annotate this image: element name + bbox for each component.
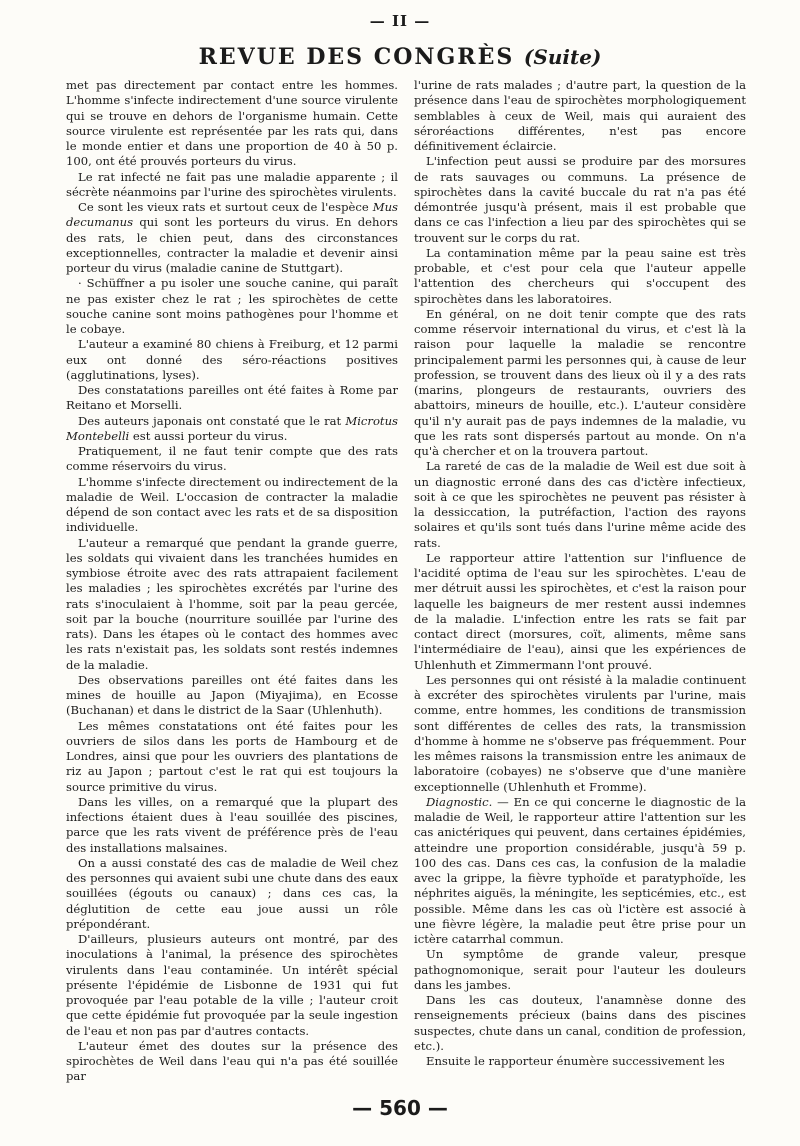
paragraph: Un symptôme de grande valeur, presque pathognomonique, serait pour l'auteur les douleurs dans les jambes. [414, 947, 746, 992]
paragraph: D'ailleurs, plusieurs auteurs ont montré, par des inoculations à l'animal, la présence des spirochètes virulents dans l'eau contaminée. Un intérêt spécial présente l'épidémie de Lisbonne de 1931 qui fut provoquée par l'eau potable de la ville ; l'auteur croit que cette épidémie fut provoquée par la seule ingestion de l'eau et non pas par d'autres contacts. [66, 932, 398, 1038]
paragraph: · Schüffner a pu isoler une souche canine, qui paraît ne pas exister chez le rat ; les spirochètes de cette souche canine sont moins pathogènes pour l'homme et le cobaye. [66, 276, 398, 336]
paragraph: Des observations pareilles ont été faites dans les mines de houille au Japon (Miyajima), en Ecosse (Buchanan) et dans le district de la Saar (Uhlenhuth). [66, 672, 398, 718]
left-column [66, 78, 398, 1088]
paragraph: Des constatations pareilles ont été faites à Rome par Reitano et Morselli. [66, 383, 398, 413]
paragraph-text: est aussi porteur du virus. [129, 428, 288, 443]
species-name: Microtus Montebelli [66, 413, 398, 443]
paragraph-text: Ce sont les vieux rats et surtout ceux de l'espèce [78, 200, 373, 214]
paragraph: l'urine de rats malades ; d'autre part, la question de la présence dans l'eau de spirochètes morphologiquement semblables à ceux de Weil, mais qui auraient des séroréactions différentes, n'est pas encore définitivement éclaircie. [414, 78, 746, 153]
paragraph-text: Des auteurs japonais ont constaté que le rat [78, 413, 346, 428]
paragraph-text: — En ce qui concerne le diagnostic de la maladie de Weil, le rapporteur attire l'attention sur les cas anictériques qui peuvent, dans certaines épidémies, atteindre une proportion considérable, jusqu'à 59 p. 100 des cas. Dans ces cas, la confusion de la maladie avec la grippe, la fièvre typhoïde et paratyphoïde, les néphrites aiguës, la méningite, les septicémies, etc., est possible. Même dans les cas où l'ictère est associé à une fièvre légère, la maladie peut être prise pour un ictère catarrhal commun. [414, 794, 746, 946]
paragraph: La contamination même par la peau saine est très probable, et c'est pour cela que l'auteur appelle l'attention des chercheurs qui s'occupent des spirochètes dans les laboratoires. [414, 245, 746, 306]
species-name: Mus decumanus [66, 200, 398, 230]
paragraph: Les mêmes constatations ont été faites pour les ouvriers de silos dans les ports de Hambourg et de Londres, ainsi que pour les ouvriers des plantations de riz au Japon ; partout c'est le rat qui est toujours la source primitive du virus. [66, 718, 398, 794]
page-number-roman: — II — [369, 12, 431, 30]
paragraph: Ensuite le rapporteur énumère successivement les [426, 1054, 725, 1068]
paragraph: Le rat infecté ne fait pas une maladie apparente ; il sécrète néanmoins par l'urine des spirochètes virulents. [66, 169, 398, 199]
paragraph-text: qui sont les porteurs du virus. En dehors des rats, le chien peut, dans des circonstances exceptionnelles, contracter la maladie et devenir ainsi porteur du virus (maladie canine de Stuttgart). [66, 215, 398, 275]
section-heading-diagnostic: Diagnostic. [426, 794, 493, 809]
paragraph: L'infection peut aussi se produire par des morsures de rats sauvages ou communs. La présence de spirochètes dans la cavité buccale du rat n'a pas été démontrée jusqu'à présent, mais il est probable que dans ce cas l'infection a lieu par des spirochètes qui se trouvent sur le corps du rat. [414, 154, 746, 245]
paragraph: Le rapporteur attire l'attention sur l'influence de l'acidité optima de l'eau sur les spirochètes. L'eau de mer détruit aussi les spirochètes, et c'est la raison pour laquelle les baigneurs de mer restent aussi indemnes de la maladie. L'infection entre les rats se fait par contact direct (morsures, coït, aliments, même sans l'intermédiaire de l'eau), ainsi que les expériences de Uhlenhuth et Zimmermann l'ont prouvé. [414, 550, 746, 672]
paragraph: La rareté de cas de la maladie de Weil est due soit à un diagnostic erroné dans des cas d'ictère infectieux, soit à ce que les spirochètes ne peuvent pas résister à la dessiccation, la putréfaction, l'action des rayons solaires et qu'ils sont tués dans l'urine même acide des rats. [414, 459, 746, 550]
running-title [0, 44, 800, 70]
paragraph: Les personnes qui ont résisté à la maladie continuent à excréter des spirochètes virulents par l'urine, mais comme, entre hommes, les conditions de transmission sont différentes de celles des rats, la transmission d'homme à homme ne s'observe pas fréquemment. Pour les mêmes raisons la transmission entre les animaux de laboratoire (cobayes) ne s'observe que d'une manière exceptionnelle (Uhlenhuth et Fromme). [414, 672, 746, 794]
paragraph: On a aussi constaté des cas de maladie de Weil chez des personnes qui avaient subi une chute dans des eaux souillées (égouts ou canaux) ; dans ces cas, la déglutition de cette eau joue aussi un rôle prépondérant. [66, 855, 398, 931]
paragraph [66, 200, 398, 276]
page-number: — 560 — [352, 1096, 448, 1120]
right-column [414, 78, 746, 1088]
running-title-text: REVUE DES CONGRÈS [198, 44, 515, 70]
paragraph: L'homme s'infecte directement ou indirectement de la maladie de Weil. L'occasion de contracter la maladie dépend de son contact avec les rats et de sa disposition individuelle. [66, 474, 398, 535]
paragraph: L'auteur a examiné 80 chiens à Freiburg, et 12 parmi eux ont donné des séro-réactions positives (agglutinations, lyses). [66, 337, 398, 382]
paragraph: met pas directement par contact entre les hommes. L'homme s'infecte indirectement d'une source virulente qui se trouve en dehors de l'organisme humain. Cette source virulente est représentée par les rats qui, dans le monde entier et dans une proportion de 40 à 50 p. 100, ont été prouvés porteurs du virus. [66, 78, 398, 169]
paragraph [66, 414, 398, 445]
running-title-suffix: (Suite) [523, 45, 602, 69]
paragraph: Pratiquement, il ne faut tenir compte que des rats comme réservoirs du virus. [66, 444, 398, 474]
paragraph: L'auteur a remarqué que pendant la grande guerre, les soldats qui vivaient dans les tranchées humides en symbiose étroite avec des rats attrapaient facilement les maladies ; les spirochètes excrétés par l'urine des rats s'inoculaient à l'homme, soit par la peau gercée, soit par la bouche (nourriture souillée par l'urine des rats). Dans les étapes où le contact des hommes avec les rats n'existait pas, les soldats sont restés indemnes de la maladie. [66, 535, 398, 672]
paragraph: Dans les cas douteux, l'anamnèse donne des renseignements précieux (bains dans des piscines suspectes, chute dans un canal, condition de profession, etc.). [414, 993, 746, 1053]
paragraph: L'auteur émet des doutes sur la présence des spirochètes de Weil dans l'eau qui n'a pas été souillée par [66, 1038, 398, 1084]
paragraph: Dans les villes, on a remarqué que la plupart des infections étaient dues à l'eau souillée des piscines, parce que les rats vivent de préférence près de l'eau des installations malsaines. [66, 794, 398, 855]
paragraph [414, 795, 746, 948]
paragraph: En général, on ne doit tenir compte que des rats comme réservoir international du virus, et c'est là la raison pour laquelle la maladie se rencontre principalement parmi les personnes qui, à cause de leur profession, se trouvent dans des lieux où il y a des rats (marins, plongeurs de restaurants, ouvriers des abattoirs, mineurs de houille, etc.). L'auteur considère qu'il n'y aurait pas de pays indemnes de la maladie, vu que les rats sont dispersés partout au monde. On n'a qu'à chercher et on la trouvera partout. [414, 306, 746, 458]
